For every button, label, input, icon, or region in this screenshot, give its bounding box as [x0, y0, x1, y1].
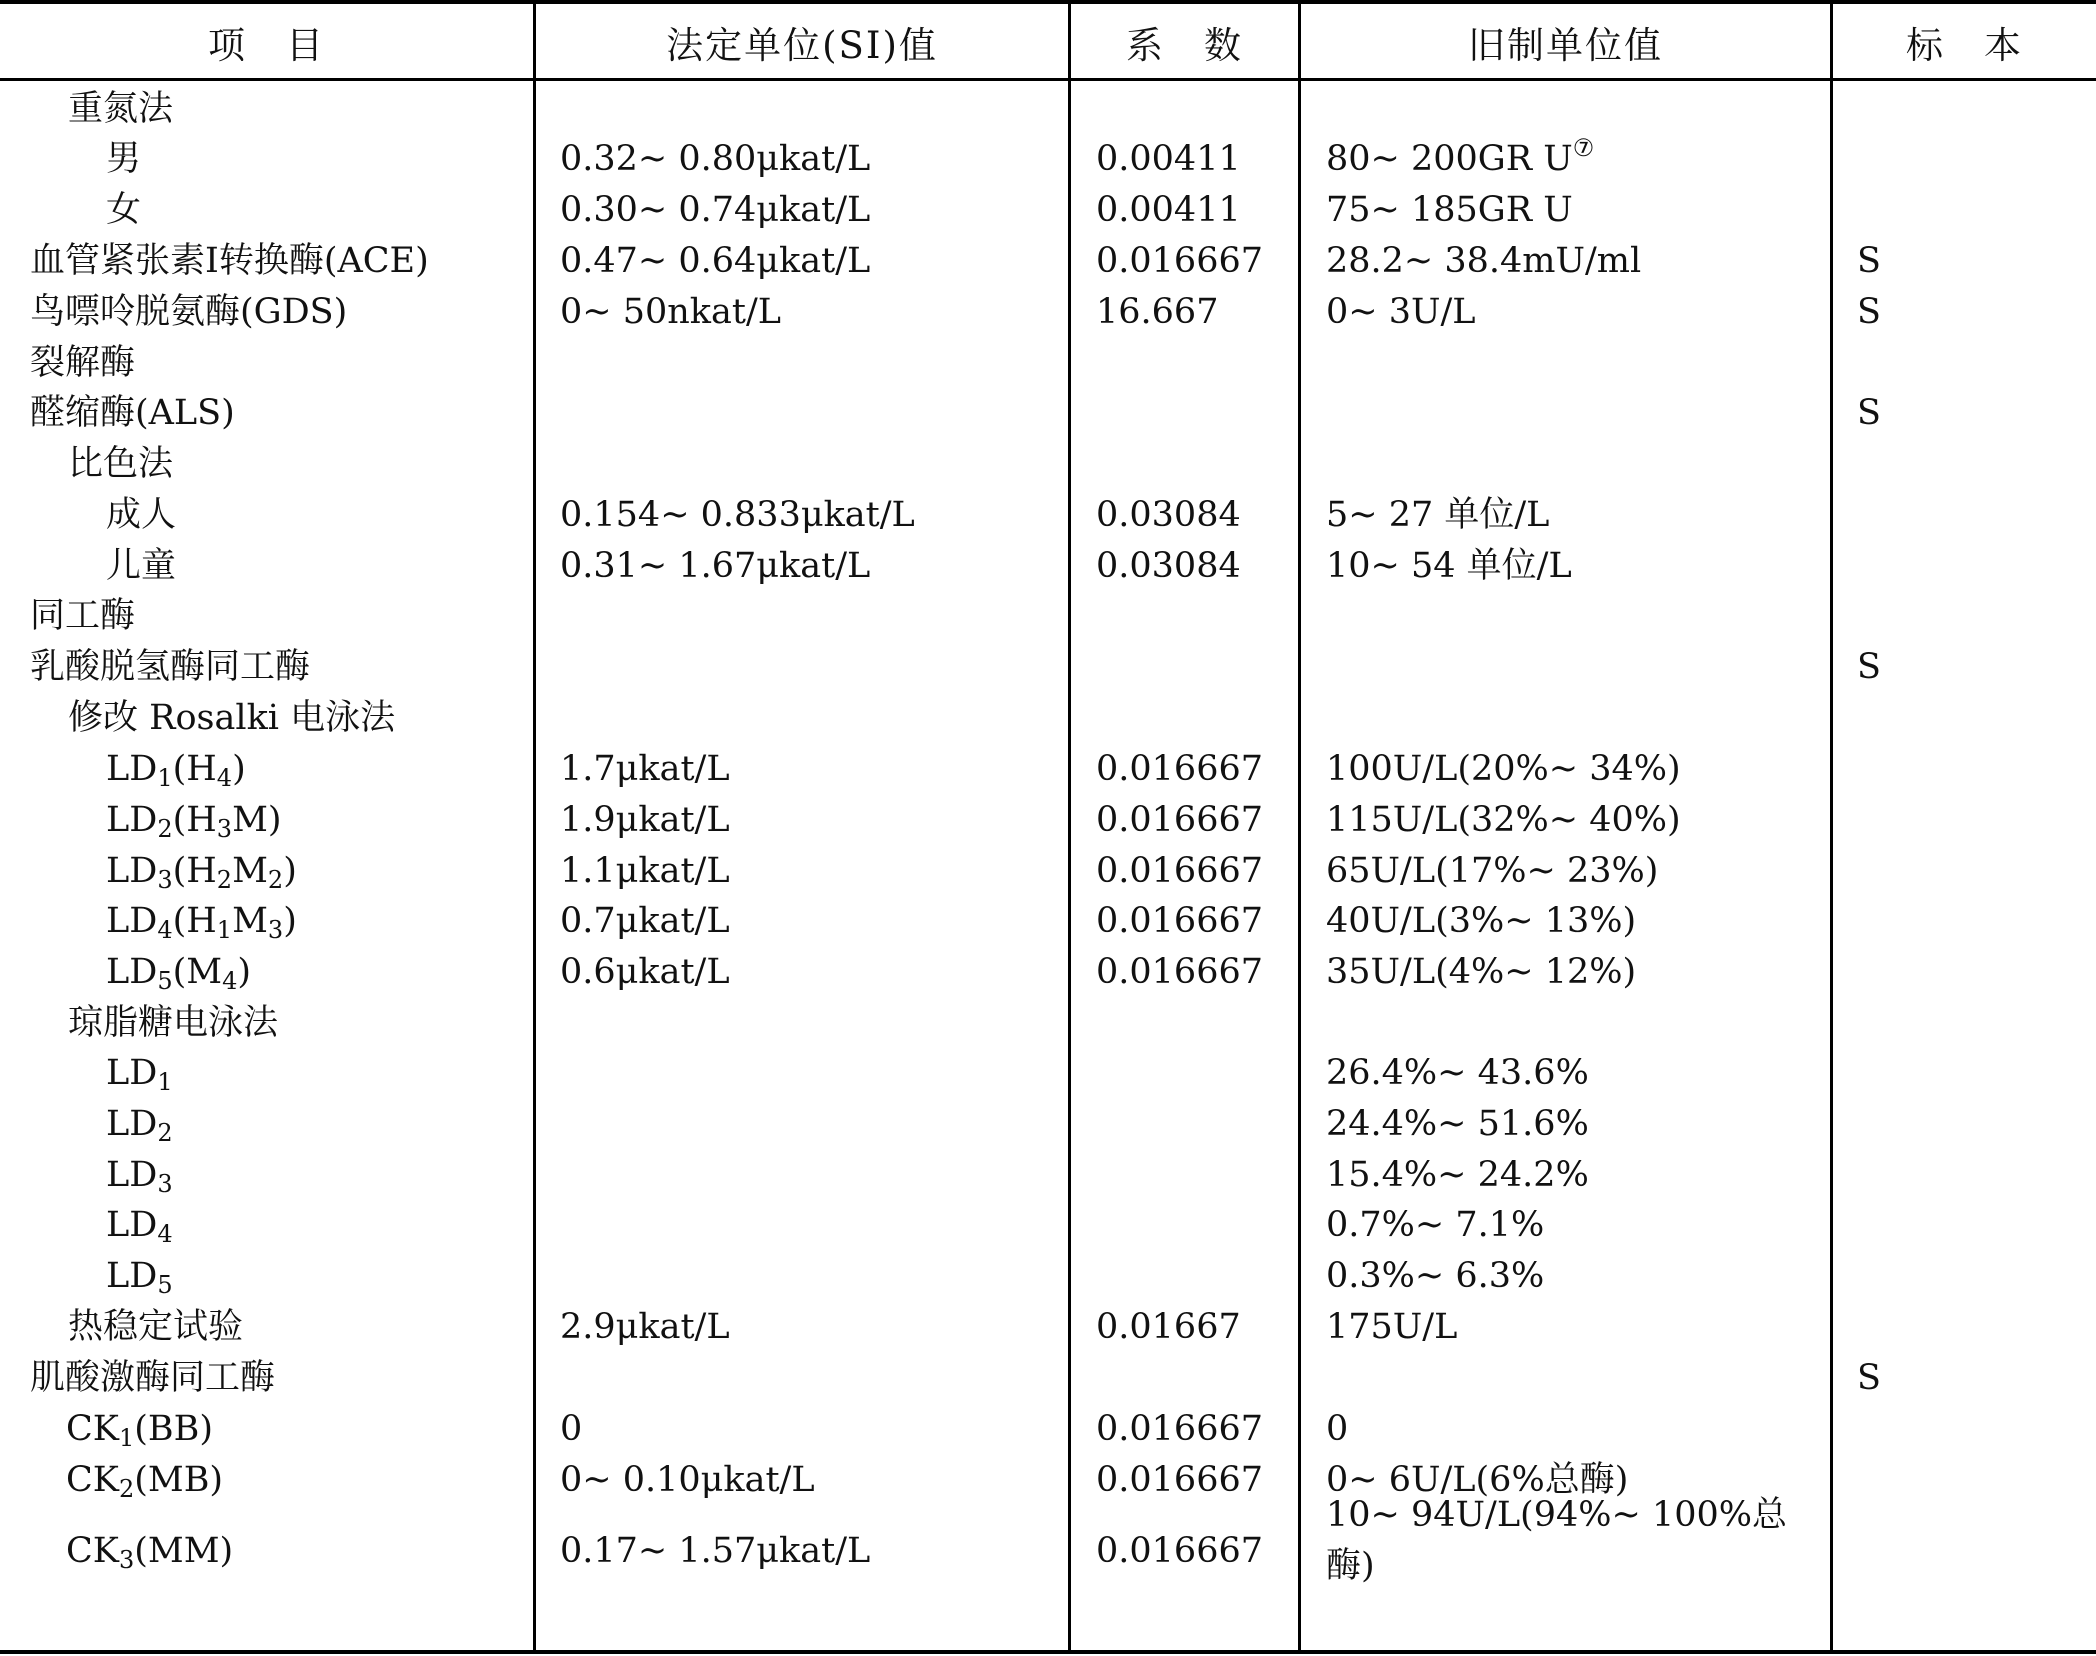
old-value-text: 10~ 54 单位/L — [1326, 546, 1572, 586]
item-text: (H — [172, 800, 217, 840]
item-text: ) — [237, 952, 252, 992]
cell-coefficient: 0.016667 — [1096, 1409, 1264, 1449]
cell-coefficient: 0.016667 — [1096, 952, 1264, 992]
item-text: (H — [172, 901, 217, 941]
item-text: ) — [283, 901, 297, 941]
old-value-text: 100U/L(20%~ 34%) — [1326, 749, 1681, 789]
item-text: (MM) — [134, 1531, 234, 1571]
cell-si-value: 0.154~ 0.833μkat/L — [560, 495, 915, 535]
item-subscript: 2 — [157, 1119, 173, 1147]
cell-si-value: 0.6μkat/L — [560, 952, 730, 992]
cell-old-unit-value — [1326, 134, 1595, 180]
item-subscript: 5 — [157, 967, 173, 995]
item-subscript: 3 — [216, 815, 233, 843]
cell-item — [106, 951, 251, 993]
cell-item — [106, 494, 176, 536]
old-value-text: 5~ 27 单位/L — [1326, 495, 1550, 535]
cell-coefficient: 0.016667 — [1096, 851, 1264, 891]
item-text: 醛缩酶(ALS) — [30, 393, 235, 433]
item-text: CK — [66, 1531, 119, 1571]
cell-item — [30, 595, 135, 637]
item-text: 血管紧张素Ⅰ转换酶(ACE) — [30, 241, 429, 281]
item-text: LD — [106, 1256, 158, 1296]
cell-si-value: 0.7μkat/L — [560, 901, 730, 941]
old-value-text: 0~ 6U/L(6%总酶) — [1326, 1460, 1629, 1500]
item-text: 男 — [106, 139, 142, 179]
item-text: 裂解酶 — [30, 343, 136, 383]
cell-item — [106, 1255, 173, 1297]
item-text: M — [232, 901, 268, 941]
old-value-text: 28.2~ 38.4mU/ml — [1326, 241, 1642, 281]
header-coefficient: 系 数 — [1126, 23, 1243, 67]
item-subscript: 4 — [157, 916, 173, 944]
cell-coefficient: 0.03084 — [1096, 546, 1241, 586]
cell-old-unit-value — [1326, 1408, 1348, 1450]
cell-si-value: 0.32~ 0.80μkat/L — [560, 139, 871, 179]
cell-coefficient: 0.016667 — [1096, 241, 1264, 281]
item-text: LD — [106, 851, 158, 891]
cell-item — [68, 1306, 243, 1348]
item-subscript: 4 — [216, 764, 233, 792]
cell-coefficient: 0.016667 — [1096, 1460, 1264, 1500]
item-subscript: 3 — [157, 1170, 173, 1198]
item-text: 儿童 — [106, 546, 177, 586]
old-value-text: 24.4%~ 51.6% — [1326, 1104, 1589, 1144]
cell-specimen: S — [1857, 241, 1881, 281]
old-value-text: 115U/L(32%~ 40%) — [1326, 800, 1681, 840]
cell-si-value: 1.7μkat/L — [560, 749, 730, 789]
cell-old-unit-value — [1326, 799, 1681, 841]
cell-item — [68, 443, 173, 485]
cell-coefficient: 0.016667 — [1096, 749, 1264, 789]
cell-item — [106, 900, 297, 942]
item-text: 肌酸激酶同工酶 — [30, 1358, 276, 1398]
old-value-text: 0~ 3U/L — [1326, 292, 1476, 332]
item-subscript: 4 — [222, 967, 238, 995]
cell-old-unit-value — [1326, 1103, 1589, 1145]
cell-specimen: S — [1857, 292, 1881, 332]
item-text: LD — [106, 1205, 158, 1245]
item-text: 乳酸脱氢酶同工酶 — [30, 647, 311, 687]
cell-item — [106, 850, 297, 892]
cell-item — [30, 392, 235, 434]
item-text: LD — [106, 952, 158, 992]
cell-item — [66, 1408, 213, 1450]
old-value-line: 10~ 94U/L(94%~ 100%总 — [1326, 1495, 1788, 1535]
item-text: CK — [66, 1409, 119, 1449]
cell-coefficient: 0.016667 — [1096, 901, 1264, 941]
cell-si-value: 0.30~ 0.74μkat/L — [560, 190, 871, 230]
cell-old-unit-value — [1326, 240, 1641, 282]
old-value-line: 酶) — [1326, 1545, 1375, 1586]
cell-item — [30, 342, 135, 384]
column-divider — [1068, 0, 1071, 1654]
cell-old-unit-value — [1326, 1306, 1457, 1348]
old-value-text: 75~ 185GR U — [1326, 190, 1573, 230]
item-subscript: 3 — [118, 1546, 135, 1574]
column-divider — [1298, 0, 1301, 1654]
item-text: 热稳定试验 — [68, 1307, 244, 1347]
item-text: LD — [106, 1155, 158, 1195]
cell-si-value: 0.17~ 1.57μkat/L — [560, 1531, 871, 1571]
item-text: 成人 — [106, 495, 177, 535]
cell-old-unit-value — [1326, 291, 1476, 333]
cell-old-unit-value — [1326, 1490, 1816, 1592]
item-text: ) — [283, 851, 297, 891]
cell-item — [30, 291, 347, 333]
cell-old-unit-value — [1326, 951, 1636, 993]
cell-si-value: 0.47~ 0.64μkat/L — [560, 241, 871, 281]
old-value-text: 65U/L(17%~ 23%) — [1326, 851, 1659, 891]
item-subscript: 2 — [118, 1475, 135, 1503]
cell-old-unit-value — [1326, 748, 1681, 790]
cell-si-value: 0~ 50nkat/L — [560, 292, 781, 332]
header-old-unit-value: 旧制单位值 — [1468, 23, 1663, 67]
item-text: (H — [172, 749, 217, 789]
cell-old-unit-value — [1326, 1052, 1589, 1094]
header-si-value: 法定单位(SI)值 — [666, 23, 938, 67]
cell-item — [30, 1357, 275, 1399]
header-rule — [0, 78, 2096, 81]
item-text: 比色法 — [68, 444, 174, 484]
item-text: LD — [106, 901, 158, 941]
old-value-text: 26.4%~ 43.6% — [1326, 1053, 1589, 1093]
cell-item — [106, 189, 141, 231]
cell-si-value: 1.1μkat/L — [560, 851, 730, 891]
cell-item — [106, 748, 246, 790]
cell-specimen: S — [1857, 647, 1881, 687]
cell-item — [30, 240, 429, 282]
cell-item — [106, 1204, 173, 1246]
column-divider — [533, 0, 536, 1654]
cell-coefficient: 0.016667 — [1096, 1531, 1264, 1571]
item-text: LD — [106, 800, 158, 840]
cell-item — [106, 1052, 173, 1094]
cell-item — [106, 1103, 173, 1145]
item-subscript: 4 — [157, 1220, 173, 1248]
cell-coefficient: 0.03084 — [1096, 495, 1241, 535]
cell-item — [66, 1530, 233, 1572]
item-text: CK — [66, 1460, 119, 1500]
cell-old-unit-value — [1326, 1204, 1544, 1246]
cell-old-unit-value — [1326, 1154, 1589, 1196]
top-rule — [0, 0, 2096, 4]
item-subscript: 1 — [157, 764, 173, 792]
old-value-text: 35U/L(4%~ 12%) — [1326, 952, 1637, 992]
item-text: LD — [106, 1104, 158, 1144]
cell-specimen: S — [1857, 393, 1881, 433]
old-value-text: 0 — [1326, 1409, 1349, 1449]
cell-old-unit-value — [1326, 850, 1658, 892]
item-text: 女 — [106, 190, 142, 230]
item-text: 鸟嘌呤脱氨酶(GDS) — [30, 292, 348, 332]
item-text: (BB) — [134, 1409, 213, 1449]
cell-old-unit-value — [1326, 1255, 1544, 1297]
cell-item — [68, 1002, 278, 1044]
column-divider — [1830, 0, 1833, 1654]
cell-old-unit-value — [1326, 189, 1573, 231]
old-value-text: 80~ 200GR U — [1326, 139, 1573, 179]
item-subscript: 5 — [157, 1271, 173, 1299]
item-text: LD — [106, 1053, 158, 1093]
cell-specimen: S — [1857, 1358, 1881, 1398]
footnote-marker: ⑦ — [1572, 134, 1595, 162]
cell-item — [106, 138, 141, 180]
header-item: 项 目 — [208, 23, 325, 67]
old-value-text: 15.4%~ 24.2% — [1326, 1155, 1589, 1195]
item-subscript: 2 — [267, 866, 284, 894]
cell-si-value: 0 — [560, 1409, 583, 1449]
item-text: (H — [172, 851, 217, 891]
old-value-text: 0.7%~ 7.1% — [1326, 1205, 1545, 1245]
old-value-text: 0.3%~ 6.3% — [1326, 1256, 1545, 1296]
item-text: M — [232, 851, 268, 891]
old-value-text: 40U/L(3%~ 13%) — [1326, 901, 1637, 941]
cell-coefficient: 0.00411 — [1096, 139, 1241, 179]
cell-old-unit-value — [1326, 545, 1572, 587]
cell-item — [68, 88, 173, 130]
item-subscript: 2 — [216, 866, 233, 894]
cell-item — [106, 1154, 173, 1196]
cell-item — [106, 799, 282, 841]
cell-coefficient: 0.016667 — [1096, 800, 1264, 840]
cell-si-value: 0.31~ 1.67μkat/L — [560, 546, 871, 586]
item-text: (M — [172, 952, 223, 992]
item-text: LD — [106, 749, 158, 789]
item-text: 琼脂糖电泳法 — [68, 1003, 279, 1043]
cell-si-value: 0~ 0.10μkat/L — [560, 1460, 815, 1500]
item-subscript: 1 — [157, 1068, 173, 1096]
cell-item — [106, 545, 176, 587]
item-subscript: 3 — [267, 916, 284, 944]
item-subscript: 1 — [118, 1424, 135, 1452]
cell-item — [66, 1459, 223, 1501]
cell-old-unit-value — [1326, 494, 1549, 536]
item-text: 同工酶 — [30, 596, 136, 636]
cell-old-unit-value — [1326, 900, 1636, 942]
cell-coefficient: 0.00411 — [1096, 190, 1241, 230]
bottom-rule — [0, 1650, 2096, 1654]
item-text: (MB) — [134, 1460, 224, 1500]
old-value-text: 175U/L — [1326, 1307, 1458, 1347]
cell-coefficient: 0.01667 — [1096, 1307, 1241, 1347]
cell-si-value: 2.9μkat/L — [560, 1307, 730, 1347]
item-text: 重氮法 — [68, 89, 174, 129]
item-text: ) — [232, 749, 246, 789]
cell-item — [30, 646, 310, 688]
cell-coefficient: 16.667 — [1096, 292, 1219, 332]
item-subscript: 3 — [157, 866, 173, 894]
item-subscript: 1 — [216, 916, 233, 944]
item-text: 修改 Rosalki 电泳法 — [68, 698, 396, 738]
cell-item — [68, 697, 395, 739]
item-text: M) — [232, 800, 282, 840]
header-specimen: 标 本 — [1906, 23, 2023, 67]
item-subscript: 2 — [157, 815, 173, 843]
cell-si-value: 1.9μkat/L — [560, 800, 730, 840]
